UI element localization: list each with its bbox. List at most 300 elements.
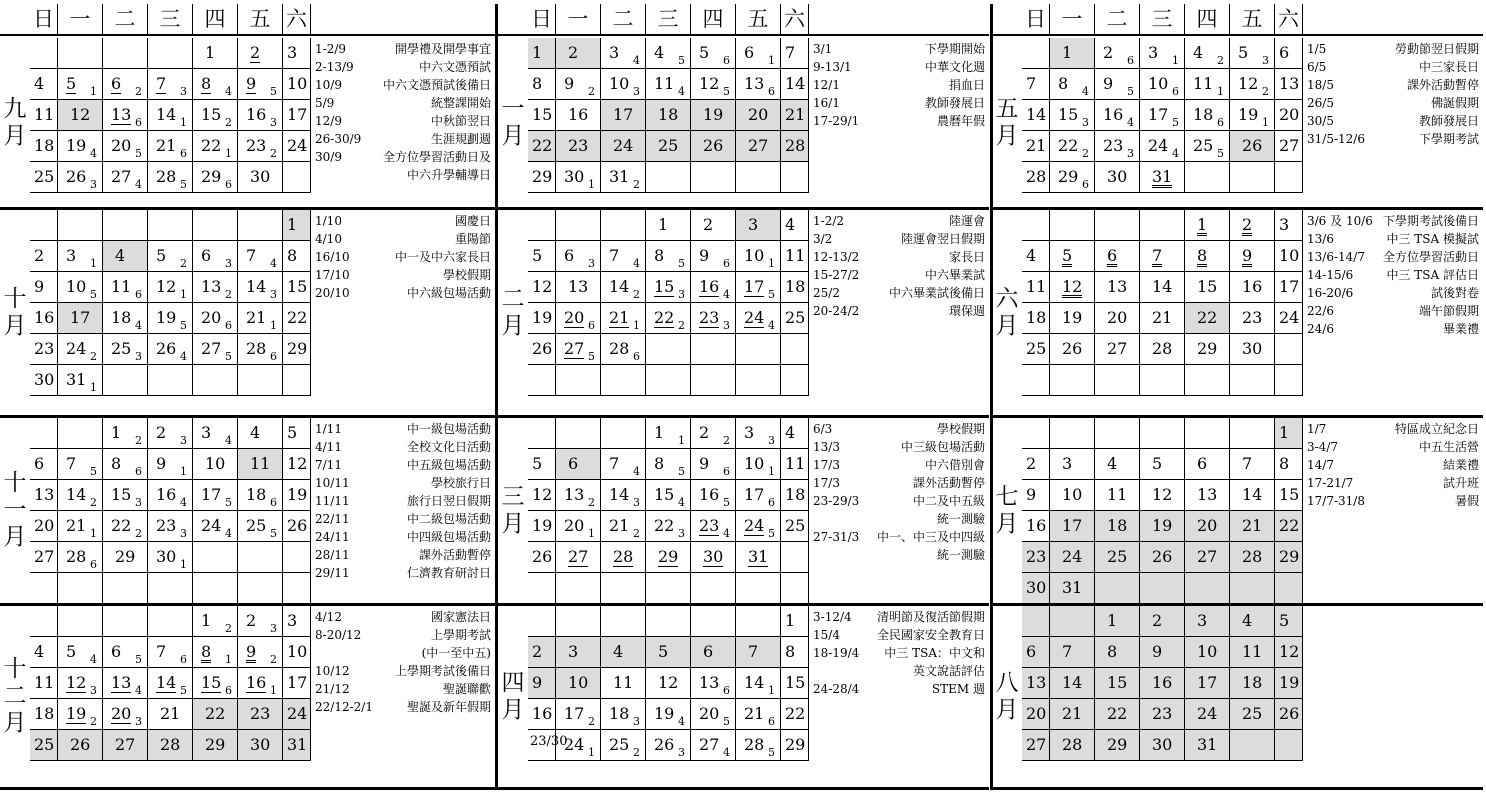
day-cell [781, 69, 809, 100]
day-number: 13 [1279, 74, 1300, 93]
event-entry [813, 78, 985, 92]
day-cell [193, 100, 238, 131]
day-number: 27 [1107, 339, 1128, 358]
day-number: 13 [1026, 673, 1047, 692]
day-cell [556, 210, 601, 241]
cycle-day-number: 2 [90, 496, 97, 509]
event-title: 捐血日 [948, 78, 985, 92]
day-number: 21 [156, 136, 177, 155]
day-number: 18 [785, 277, 806, 296]
day-cell [736, 365, 781, 396]
month-label [992, 418, 1022, 603]
cycle-day-number: 2 [723, 434, 730, 447]
day-cell [556, 272, 601, 303]
day-number: 18 [34, 136, 55, 155]
weekday-header: 五 [736, 4, 781, 34]
day-number: 14 [1242, 485, 1263, 504]
event-entry [315, 168, 491, 182]
event-title: 全方位學習活動日及 [382, 150, 491, 164]
day-cell [528, 542, 556, 573]
day-cell [1185, 449, 1230, 480]
month-label-char: 七 [995, 483, 1019, 510]
day-number: 8 [111, 454, 122, 473]
day-cell [148, 511, 193, 542]
day-cell [1022, 573, 1050, 604]
day-cell [646, 100, 691, 131]
day-cell [1185, 542, 1230, 573]
weekday-header: 四 [691, 4, 736, 34]
day-cell [1022, 418, 1050, 449]
cycle-day-number: 2 [270, 653, 277, 666]
day-cell [1050, 38, 1095, 69]
cycle-day-number: 4 [723, 527, 730, 540]
event-title: 上學期考試 [430, 628, 491, 642]
day-cell [1185, 668, 1230, 699]
day-cell [283, 210, 311, 241]
day-cell [781, 365, 809, 396]
day-cell [556, 668, 601, 699]
cycle-day-number: 3 [270, 288, 277, 301]
day-cell [781, 100, 809, 131]
weekday-header: 四 [193, 4, 238, 34]
day-cell [238, 241, 283, 272]
event-date: 18-19/4 [813, 646, 860, 660]
day-number: 10 [287, 74, 308, 93]
day-cell [103, 699, 148, 730]
day-number: 13 [744, 74, 765, 93]
day-number: 21 [609, 308, 630, 327]
cycle-day-number: 6 [135, 288, 142, 301]
cycle-day-number: 4 [135, 684, 142, 697]
day-cell [30, 480, 58, 511]
event-date: 1/5 [1307, 42, 1327, 56]
day-cell [103, 38, 148, 69]
event-title: 國家憲法日 [430, 610, 491, 624]
cycle-day-number: 6 [1127, 54, 1134, 67]
event-title: 中一及中六家長日 [394, 250, 491, 264]
cycle-day-number: 3 [180, 85, 187, 98]
cycle-day-number: 6 [1172, 85, 1179, 98]
day-number: 29 [532, 167, 553, 186]
day-number: 12 [658, 673, 679, 692]
day-cell [1140, 668, 1185, 699]
day-cell [556, 511, 601, 542]
day-cell [691, 511, 736, 542]
event-date: 24/11 [315, 530, 350, 544]
cycle-day-number: 6 [588, 319, 595, 332]
day-number: 23 [1152, 704, 1173, 723]
cycle-day-number: 4 [768, 319, 775, 332]
month-block [498, 210, 989, 418]
day-cell [283, 637, 311, 668]
cycle-day-number: 6 [1082, 178, 1089, 191]
cycle-day-number: 2 [588, 496, 595, 509]
day-cell [601, 606, 646, 637]
month-block [992, 210, 1483, 418]
day-number: 21 [1062, 704, 1083, 723]
event-title: 下學期開始 [924, 42, 985, 56]
day-cell [736, 38, 781, 69]
day-cell [1050, 162, 1095, 193]
day-number: 12 [1062, 277, 1083, 296]
day-number: 23 [1026, 547, 1047, 566]
event-title: 特區成立紀念日 [1394, 422, 1479, 436]
day-number: 30 [250, 167, 271, 186]
cycle-day-number: 4 [723, 288, 730, 301]
day-number: 15 [1107, 673, 1128, 692]
day-number: 10 [1197, 642, 1218, 661]
day-cell [1095, 241, 1140, 272]
weekday-header: 日 [1022, 4, 1050, 34]
day-number: 11 [785, 246, 806, 265]
day-number: 4 [1193, 43, 1204, 62]
event-entry [813, 494, 985, 508]
day-number: 25 [34, 735, 55, 754]
cycle-day-number: 1 [180, 558, 187, 571]
day-number: 9 [1242, 246, 1253, 265]
day-number: 27 [699, 735, 720, 754]
day-cell [58, 38, 103, 69]
day-number: 6 [111, 642, 122, 661]
day-number: 4 [115, 246, 126, 265]
day-cell [1050, 272, 1095, 303]
day-cell [556, 699, 601, 730]
cycle-day-number: 3 [633, 715, 640, 728]
event-title: 佛誕假期 [1430, 96, 1479, 110]
day-cell [691, 241, 736, 272]
event-entry [315, 286, 491, 300]
day-number: 1 [785, 611, 796, 630]
cycle-day-number: 5 [270, 527, 277, 540]
event-date: 17/10 [315, 268, 350, 282]
cycle-day-number: 4 [633, 465, 640, 478]
day-cell [1095, 699, 1140, 730]
month-label-char: 月 [3, 524, 27, 550]
day-cell [1095, 418, 1140, 449]
day-number: 21 [66, 516, 87, 535]
day-cell [103, 100, 148, 131]
day-cell [283, 730, 311, 761]
day-cell [103, 449, 148, 480]
day-cell [193, 162, 238, 193]
event-title: 課外活動暫停 [912, 476, 985, 490]
day-cell [103, 542, 148, 573]
cycle-day-number: 3 [180, 434, 187, 447]
event-date: 16-20/6 [1307, 286, 1354, 300]
day-number: 28 [156, 167, 177, 186]
day-number: 23 [699, 308, 720, 327]
month-label [992, 606, 1022, 787]
day-number: 14 [1152, 277, 1173, 296]
day-cell [1275, 606, 1303, 637]
day-number: 4 [785, 423, 796, 442]
event-title: 家長日 [948, 250, 985, 264]
day-cell [30, 241, 58, 272]
day-number: 5 [1279, 611, 1290, 630]
event-date: 10/12 [315, 664, 350, 678]
event-date: 3/2 [813, 232, 833, 246]
day-cell [1185, 511, 1230, 542]
day-number: 15 [201, 673, 222, 692]
day-cell [193, 480, 238, 511]
day-number: 3 [568, 642, 579, 661]
day-number: 6 [1197, 454, 1208, 473]
cycle-day-number: 1 [768, 684, 775, 697]
day-number: 7 [748, 642, 759, 661]
event-date: 23-29/3 [813, 494, 860, 508]
event-entry [1307, 476, 1479, 490]
day-cell [58, 210, 103, 241]
day-cell [1140, 131, 1185, 162]
day-number: 11 [1193, 74, 1214, 93]
day-cell [1275, 511, 1303, 542]
day-number: 5 [156, 246, 167, 265]
day-cell [103, 241, 148, 272]
day-cell [1230, 162, 1275, 193]
day-number: 12 [532, 485, 553, 504]
day-number: 6 [568, 454, 579, 473]
event-title: 中六級包場活動 [406, 286, 491, 300]
cycle-day-number: 4 [270, 257, 277, 270]
day-number: 27 [748, 136, 769, 155]
day-number: 9 [532, 673, 543, 692]
month-label [0, 38, 30, 207]
day-number: 10 [609, 74, 630, 93]
day-cell [528, 637, 556, 668]
month-label [0, 606, 30, 787]
cycle-day-number: 3 [270, 116, 277, 129]
event-date: 26/5 [1307, 96, 1334, 110]
day-number: 24 [1062, 547, 1083, 566]
event-date: 6/5 [1307, 60, 1327, 74]
day-number: 29 [1197, 339, 1218, 358]
day-cell [1230, 100, 1275, 131]
day-cell [736, 480, 781, 511]
day-cell [30, 162, 58, 193]
day-cell [238, 418, 283, 449]
cycle-day-number: 4 [225, 85, 232, 98]
day-cell [1230, 573, 1275, 604]
cycle-day-number: 6 [768, 715, 775, 728]
event-entry [315, 78, 491, 92]
day-cell [601, 637, 646, 668]
day-number: 9 [1026, 485, 1037, 504]
event-title: 試升班 [1442, 476, 1479, 490]
event-entry [315, 700, 491, 714]
day-cell [1275, 573, 1303, 604]
day-number: 2 [1152, 611, 1163, 630]
event-date: 17-21/7 [1307, 476, 1354, 490]
event-date: 3-12/4 [813, 610, 852, 624]
day-number: 27 [1026, 735, 1047, 754]
day-number: 24 [201, 516, 222, 535]
day-number: 8 [1107, 642, 1118, 661]
day-cell [781, 162, 809, 193]
day-cell [1275, 334, 1303, 365]
day-number: 30 [564, 167, 585, 186]
event-entry [315, 114, 491, 128]
day-cell [1185, 210, 1230, 241]
day-cell [1095, 637, 1140, 668]
day-number: 31 [609, 167, 630, 186]
day-number: 10 [1062, 485, 1083, 504]
event-title: 中六文憑預試後備日 [382, 78, 491, 92]
event-entry [315, 440, 491, 454]
day-cell [601, 480, 646, 511]
day-number: 29 [1107, 735, 1128, 754]
day-cell [30, 606, 58, 637]
day-number: 20 [1279, 105, 1300, 124]
day-cell [1140, 418, 1185, 449]
month-label [498, 38, 528, 207]
day-cell [148, 303, 193, 334]
day-number: 9 [1152, 642, 1163, 661]
day-cell [1275, 542, 1303, 573]
cycle-day-number: 5 [678, 54, 685, 67]
cycle-day-number: 3 [135, 496, 142, 509]
event-title: 全民國家安全教育日 [876, 628, 985, 642]
day-number: 10 [205, 454, 226, 473]
day-cell [1022, 606, 1050, 637]
day-cell [556, 303, 601, 334]
day-cell [30, 668, 58, 699]
event-title: 中六升學輔導日 [406, 168, 491, 182]
day-cell [1050, 365, 1095, 396]
event-entry [813, 476, 985, 490]
cycle-day-number: 6 [225, 684, 232, 697]
cycle-day-number: 2 [225, 116, 232, 129]
cycle-day-number: 5 [678, 257, 685, 270]
day-number: 25 [111, 339, 132, 358]
month-label-char: 十 [3, 656, 27, 682]
cycle-day-number: 4 [180, 350, 187, 363]
day-number: 11 [654, 74, 675, 93]
cycle-day-number: 2 [135, 85, 142, 98]
weekday-header: 六 [283, 4, 311, 34]
cycle-day-number: 3 [678, 288, 685, 301]
day-cell [1275, 668, 1303, 699]
day-cell [238, 730, 283, 761]
day-cell [1140, 272, 1185, 303]
day-cell [528, 100, 556, 131]
day-cell [1095, 365, 1140, 396]
day-cell [238, 38, 283, 69]
month-label-char: 五 [995, 95, 1019, 122]
day-cell [1050, 699, 1095, 730]
event-title: 統整課開始 [430, 96, 491, 110]
day-cell [528, 69, 556, 100]
day-cell [148, 606, 193, 637]
day-cell [1140, 637, 1185, 668]
day-cell [736, 730, 781, 761]
day-cell [556, 131, 601, 162]
day-number: 12 [532, 277, 553, 296]
day-cell [1022, 210, 1050, 241]
cycle-day-number: 3 [633, 496, 640, 509]
day-number: 23 [1103, 136, 1124, 155]
day-cell [601, 365, 646, 396]
day-cell [691, 272, 736, 303]
day-number: 31 [1062, 578, 1083, 597]
day-cell [1230, 449, 1275, 480]
cycle-day-number: 4 [225, 434, 232, 447]
weekday-header: 一 [556, 4, 601, 34]
event-entry [315, 512, 491, 526]
day-cell [601, 162, 646, 193]
day-cell [1140, 100, 1185, 131]
day-number: 29 [287, 339, 308, 358]
event-entry [813, 458, 985, 472]
event-title: 中一級包場活動 [406, 422, 491, 436]
day-cell [556, 730, 601, 761]
day-cell [1230, 365, 1275, 396]
cycle-day-number: 4 [1082, 85, 1089, 98]
event-title: 開學禮及開學事宜 [394, 42, 491, 56]
day-number: 18 [34, 704, 55, 723]
weekday-header: 日 [30, 4, 58, 34]
event-entry [315, 250, 491, 264]
month-label-char: 九 [3, 95, 27, 122]
day-cell [1185, 69, 1230, 100]
day-number: 26 [1152, 547, 1173, 566]
day-number: 29 [205, 735, 226, 754]
cycle-day-number: 5 [270, 85, 277, 98]
event-title: 端午節假期 [1418, 304, 1479, 318]
day-cell [1185, 699, 1230, 730]
day-cell [1095, 480, 1140, 511]
event-entry [813, 42, 985, 56]
day-number: 22 [287, 308, 308, 327]
event-date: 28/11 [315, 548, 350, 562]
cycle-day-number: 2 [1082, 147, 1089, 160]
event-entry [813, 232, 985, 246]
day-cell [238, 449, 283, 480]
day-cell [238, 480, 283, 511]
cycle-day-number: 2 [633, 178, 640, 191]
day-number: 18 [111, 308, 132, 327]
day-number: 5 [658, 642, 669, 661]
day-cell [1140, 730, 1185, 761]
day-number: 20 [1026, 704, 1047, 723]
day-number: 29 [658, 547, 679, 566]
day-number: 10 [287, 642, 308, 661]
day-cell [148, 241, 193, 272]
event-date: 21/12 [315, 682, 350, 696]
day-cell [238, 668, 283, 699]
day-cell [193, 272, 238, 303]
month-block [0, 418, 495, 606]
event-entry [813, 664, 985, 678]
event-entry [315, 530, 491, 544]
day-number: 14 [156, 673, 177, 692]
cycle-day-number: 3 [225, 257, 232, 270]
event-entry [1307, 286, 1479, 300]
day-number: 26 [66, 167, 87, 186]
day-number: 10 [744, 454, 765, 473]
day-cell [148, 542, 193, 573]
day-cell [736, 210, 781, 241]
day-cell [103, 637, 148, 668]
event-entry [813, 286, 985, 300]
cycle-day-number: 6 [90, 558, 97, 571]
day-cell [103, 606, 148, 637]
day-cell [736, 699, 781, 730]
day-cell [1230, 668, 1275, 699]
day-cell [1185, 365, 1230, 396]
event-date: 6/3 [813, 422, 833, 436]
day-number: 4 [1242, 611, 1253, 630]
event-title: 全校文化日活動 [406, 440, 491, 454]
